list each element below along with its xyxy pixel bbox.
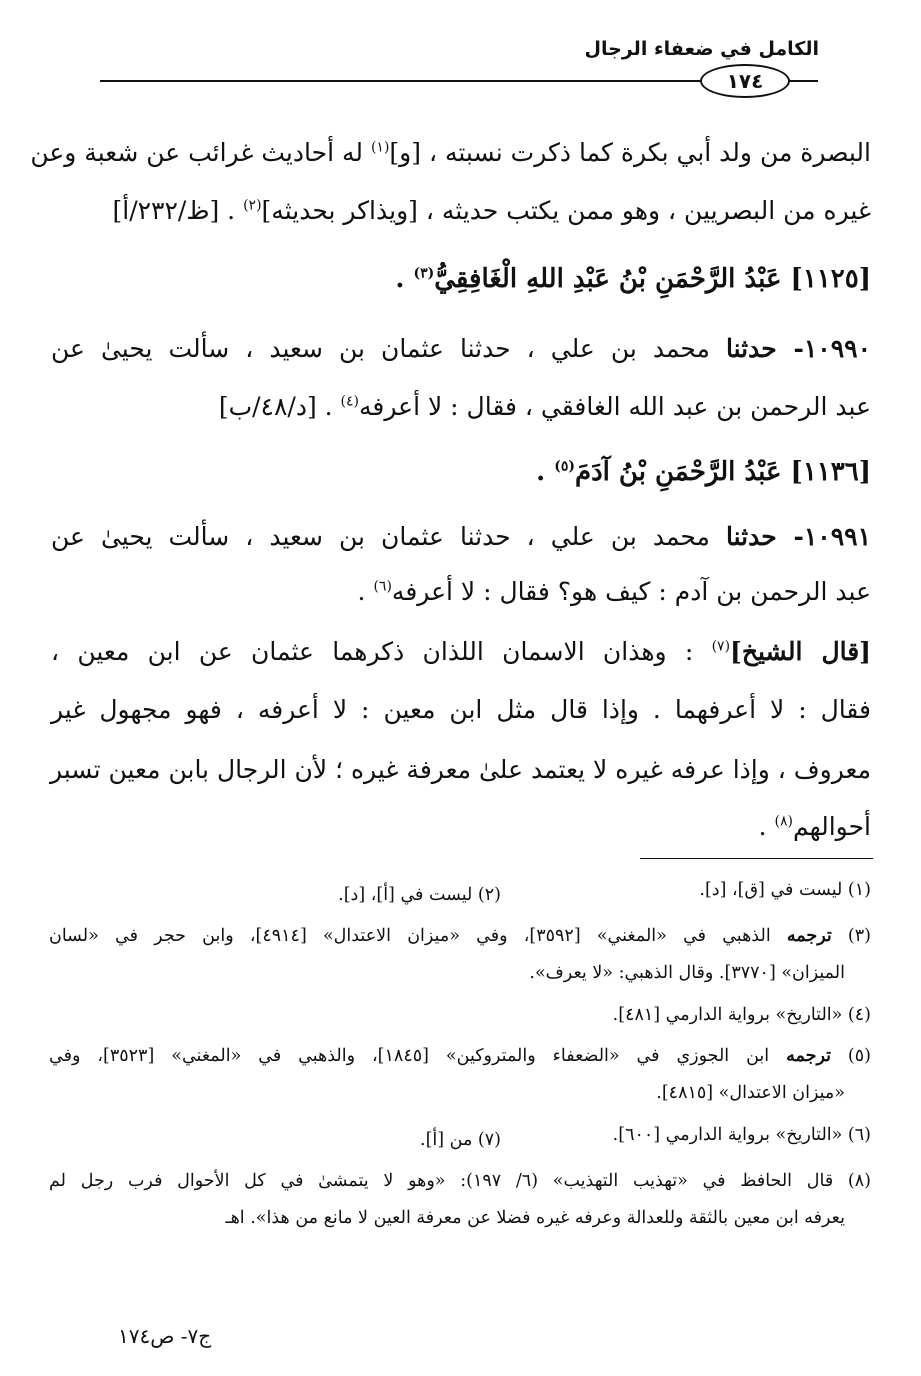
footnote-ref: (٧) bbox=[711, 638, 731, 655]
narration-10991-line-2 bbox=[51, 575, 871, 609]
text-run: . bbox=[395, 264, 414, 294]
footnote-keyword: ترجمه bbox=[786, 926, 832, 946]
narration-number: ١٠٩٩٠- bbox=[776, 334, 871, 363]
entry-heading-1136 bbox=[51, 455, 871, 489]
text-run: البصرة من ولد أبي بكرة كما ذكرت نسبته ، [و] bbox=[389, 138, 871, 167]
footnote-4: (٤) «التاريخ» برواية الدارمي [٤٨١]. bbox=[612, 1005, 871, 1025]
narration-10990-line-1 bbox=[51, 332, 871, 366]
page-number-badge: ١٧٤ bbox=[700, 64, 790, 98]
text-run: غيره من البصريين ، وهو ممن يكتب حديثه ، [ويذاكر بحديثه] bbox=[261, 196, 871, 225]
entry-number: [١١٢٥] bbox=[790, 264, 871, 294]
text-run: . bbox=[357, 577, 374, 606]
shaykh-line-1 bbox=[51, 635, 871, 669]
body-line-1 bbox=[30, 136, 871, 170]
text-run: أحوالهم bbox=[792, 812, 871, 841]
footnote-number: (٥) bbox=[830, 1046, 871, 1066]
text-run: محمد بن علي ، حدثنا عثمان بن سعيد ، سألت يحيىٰ عن bbox=[51, 522, 726, 551]
narration-keyword: حدثنا bbox=[725, 334, 777, 363]
footnote-8-line-1: (٨) قال الحافظ في «تهذيب التهذيب» (٦/ ١٩٧): «وهو لا يتمشىٰ في كل الأحوال فرب رجل لم bbox=[49, 1171, 871, 1191]
footnote-8-line-2: يعرفه ابن معين بالثقة وللعدالة وعرفه غيره فضلا عن معرفة العين لا مانع من هذا». اهـ bbox=[225, 1208, 845, 1228]
narration-10991-line-1 bbox=[51, 520, 871, 554]
text-run: . [د/٤٨/ب] bbox=[218, 392, 341, 421]
narration-number: ١٠٩٩١- bbox=[776, 522, 871, 551]
text-run: عبد الرحمن بن عبد الله الغافقي ، فقال : لا أعرفه bbox=[359, 392, 871, 421]
volume-page-reference: ج٧- ص١٧٤ bbox=[118, 1324, 212, 1348]
footnote-3-line-2: الميزان» [٣٧٧٠]. وقال الذهبي: «لا يعرف». bbox=[529, 963, 845, 983]
shaykh-line-4 bbox=[51, 810, 871, 844]
footnote-ref: (٥) bbox=[554, 458, 575, 475]
text-run: محمد بن علي ، حدثنا عثمان بن سعيد ، سألت يحيىٰ عن bbox=[51, 334, 726, 363]
footnote-2: (٢) ليست في [أ]، [د]. bbox=[338, 885, 501, 905]
footnote-1: (١) ليست في [ق]، [د]. bbox=[699, 880, 871, 900]
entry-number: [١١٣٦] bbox=[790, 457, 871, 487]
footnote-ref: (٢) bbox=[243, 197, 262, 214]
text-run: : وهذان الاسمان اللذان ذكرهما عثمان عن ابن معين ، bbox=[51, 637, 712, 666]
footnote-number: (٣) bbox=[831, 926, 871, 946]
footnote-7: (٧) من [أ]. bbox=[420, 1130, 501, 1150]
footnote-ref: (٨) bbox=[774, 813, 793, 830]
footnote-ref: (٣) bbox=[413, 265, 435, 282]
footnote-ref: (٦) bbox=[373, 578, 392, 595]
text-run: . bbox=[536, 457, 555, 487]
text-run: عبد الرحمن بن آدم : كيف هو؟ فقال : لا أعرفه bbox=[391, 577, 871, 606]
footnote-ref: (٤) bbox=[340, 393, 360, 410]
footnote-ref: (١) bbox=[370, 139, 390, 156]
entry-name: عَبْدُ الرَّحْمَنِ بْنُ عَبْدِ اللهِ الْغَافِقِيُّ bbox=[434, 264, 791, 294]
text-run: . [ظ/٢٣٢/أ] bbox=[112, 196, 244, 225]
footnote-keyword: ترجمه bbox=[786, 1046, 831, 1066]
entry-heading-1125 bbox=[51, 262, 871, 296]
entry-name: عَبْدُ الرَّحْمَنِ بْنُ آدَمَ bbox=[574, 457, 791, 487]
footnote-3-line-1 bbox=[49, 923, 871, 949]
speaker-label: [قال الشيخ] bbox=[730, 637, 872, 666]
narration-keyword: حدثنا bbox=[725, 522, 777, 551]
shaykh-line-2: فقال : لا أعرفهما . وإذا قال مثل ابن معين : لا أعرفه ، فهو مجهول غير bbox=[51, 695, 871, 724]
footnote-5-line-1 bbox=[49, 1043, 871, 1069]
footnote-6: (٦) «التاريخ» برواية الدارمي [٦٠٠]. bbox=[612, 1125, 871, 1145]
shaykh-line-3: معروف ، وإذا عرفه غيره لا يعتمد علىٰ معرفة غيره ؛ لأن الرجال بابن معين تسبر bbox=[49, 755, 871, 784]
text-run: ابن الجوزي في «الضعفاء والمتروكين» [١٨٤٥]، والذهبي في «المغني» [٣٥٢٣]، وفي bbox=[49, 1046, 787, 1066]
text-run: . bbox=[758, 812, 775, 841]
running-header-title: الكامل في ضعفاء الرجال bbox=[584, 38, 819, 60]
body-line-2 bbox=[51, 194, 871, 228]
text-run: الذهبي في «المغني» [٣٥٩٢]، وفي «ميزان الاعتدال» [٤٩١٤]، وابن حجر في «لسان bbox=[49, 926, 787, 946]
narration-10990-line-2 bbox=[51, 390, 871, 424]
footnote-5-line-2: «ميزان الاعتدال» [٤٨١٥]. bbox=[656, 1083, 845, 1103]
footnote-separator bbox=[640, 858, 873, 859]
text-run: له أحاديث غرائب عن شعبة وعن bbox=[30, 138, 371, 167]
